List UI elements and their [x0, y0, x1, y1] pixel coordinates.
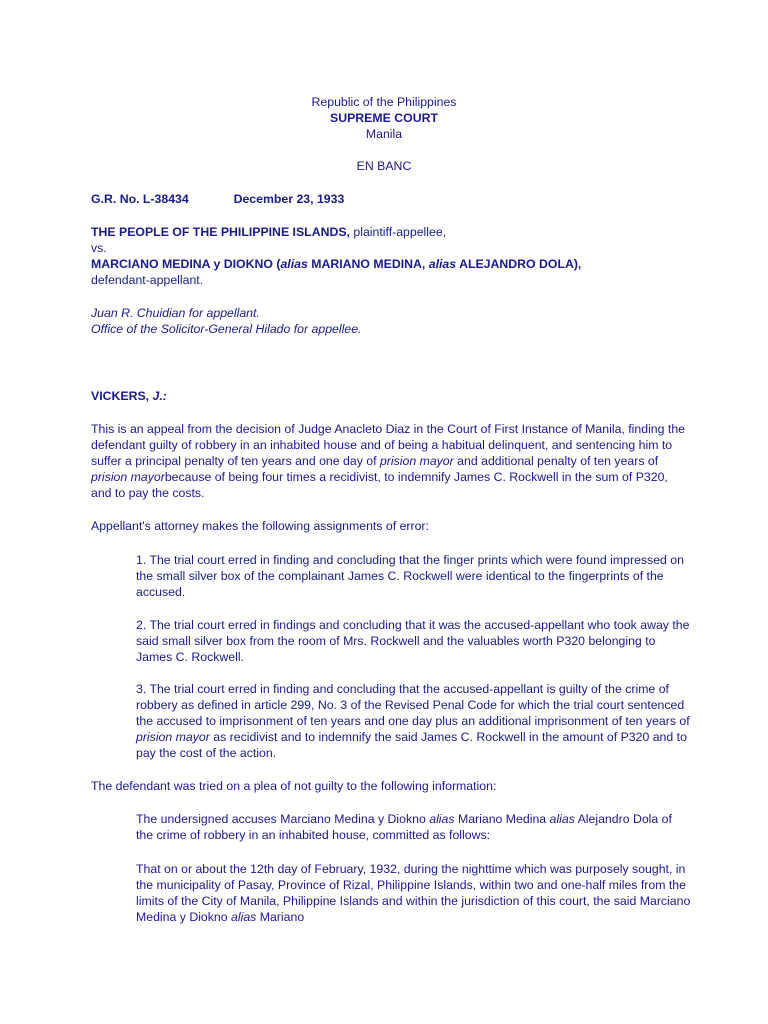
error-item-1: 1. The trial court erred in finding and concluding that the finger prints which were found impressed on the small silver box of the complainant James C. Rockwell were identical to the fingerprints of the accused. — [136, 553, 684, 599]
italic-run: prision mayor — [379, 454, 454, 468]
court-city: Manila — [365, 127, 403, 141]
court-name: SUPREME COURT — [330, 111, 438, 125]
text-run: Mariano — [256, 910, 305, 924]
text-run: and additional penalty of ten years of — [453, 454, 659, 468]
defendant-name-part: MARIANO MEDINA, — [307, 257, 429, 271]
division-label: EN BANC — [356, 159, 412, 173]
text-run: The undersigned accuses Marciano Medina y Diokno — [136, 812, 430, 826]
case-number: G.R. No. L-38434 — [91, 192, 189, 206]
republic-line: Republic of the Philippines — [311, 95, 457, 109]
document-header — [0, 94, 768, 174]
case-line — [91, 191, 691, 207]
appellant-counsel: Juan R. Chuidian for appellant. — [91, 306, 260, 320]
assignments-intro: Appellant's attorney makes the following assignments of error: — [91, 519, 429, 533]
ponente-name: VICKERS, — [91, 389, 153, 403]
information-paragraph-1 — [136, 811, 692, 843]
information-paragraph-2 — [136, 861, 692, 925]
ponente — [91, 388, 691, 404]
italic-run: alias — [231, 910, 257, 924]
text-run: because of being four times a recidivist, to indemnify James C. Rockwell in the sum of P320, and to pay the costs. — [91, 470, 668, 500]
appellee-counsel: Office of the Solicitor-General Hilado for appellee. — [91, 322, 362, 336]
defendant-name-part: ALEJANDRO DOLA), — [456, 257, 582, 271]
italic-run: alias — [429, 812, 455, 826]
error-item-2: 2. The trial court erred in findings and concluding that it was the accused-appellant who took away the said small silver box from the room of Mrs. Rockwell and the valuables worth P320 belonging to James C. Rockwell. — [136, 618, 690, 664]
plaintiff-role: plaintiff-appellee, — [349, 225, 447, 239]
text-run: Mariano Medina — [454, 812, 550, 826]
text-run: Alejandro Dola of the crime of robbery in an inhabited house, committed as follows: — [136, 812, 672, 842]
plaintiff-name: THE PEOPLE OF THE PHILIPPINE ISLANDS, — [91, 225, 350, 239]
error-item-3 — [136, 681, 692, 761]
italic-run: prision mayor — [136, 730, 210, 744]
versus-label: vs. — [91, 241, 107, 255]
text-run: This is an appeal from the decision of Judge Anacleto Diaz in the Court of First Instance of Manila, finding the defendant guilty of robbery in an inhabited house and of being a habitual delinquent, and sentencing him to suffer a principal penalty of ten years and one day of — [91, 422, 685, 468]
information-intro: The defendant was tried on a plea of not guilty to the following information: — [91, 779, 497, 793]
parties-block — [91, 224, 691, 288]
italic-run: prision mayor — [91, 470, 165, 484]
text-run: as recidivist and to indemnify the said James C. Rockwell in the amount of P320 and to pay the cost of the action. — [136, 730, 687, 760]
text-run: 3. The trial court erred in finding and concluding that the accused-appellant is guilty of the crime of robbery as defined in article 299, No. 3 of the Revised Penal Code for which the trial court sentenced the accused to imprisonment of ten years and one day plus an additional imprisonment of ten years of — [136, 682, 690, 728]
alias-label: alias — [428, 257, 457, 271]
text-run: That on or about the 12th day of February, 1932, during the nighttime which was purposely sought, in the municipality of Pasay, Province of Rizal, Philippine Islands, within two and one-half miles from the limits of the City of Manila, Philippine Islands and within the jurisdiction of this court, the said Marciano Medina y Diokno — [136, 862, 691, 924]
defendant-role: defendant-appellant. — [91, 273, 204, 287]
counsel-block — [91, 305, 691, 337]
italic-run: alias — [549, 812, 575, 826]
opening-paragraph — [91, 421, 691, 501]
defendant-name-part: MARCIANO MEDINA y DIOKNO ( — [91, 257, 281, 271]
alias-label: alias — [280, 257, 308, 271]
ponente-title: J.: — [152, 389, 167, 403]
case-date: December 23, 1933 — [233, 192, 345, 206]
